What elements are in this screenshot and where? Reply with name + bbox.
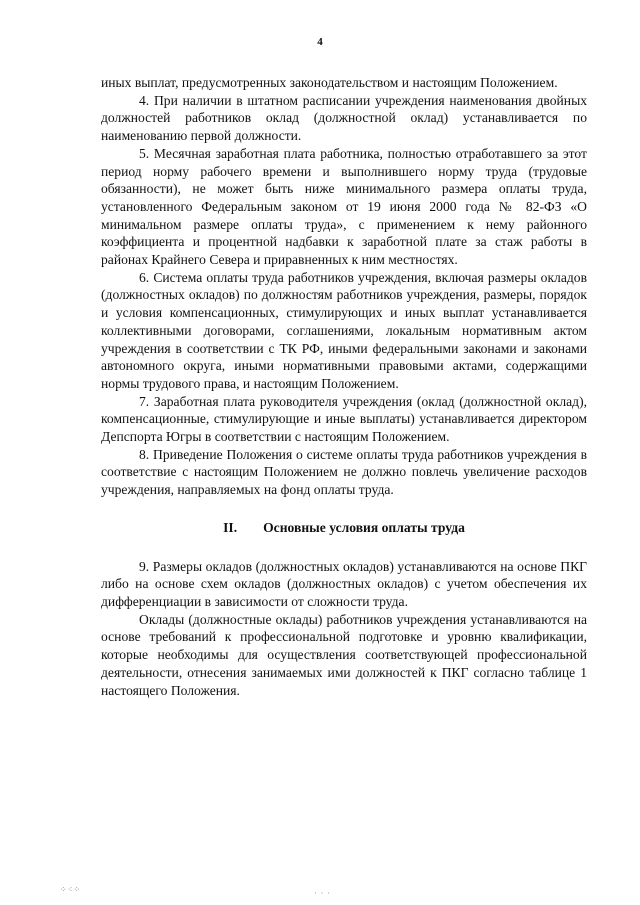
page-number: 4: [317, 36, 323, 48]
paragraph-5: 5. Месячная заработная плата работника, полностью отработавшего за этот период норму рабочего времени и выполнившего норму труда (трудовые обязанности), не может быть ниже минимального размера оплаты труда, установленного Федеральным законом от 19 июня 2000 года № 82-ФЗ «О минимальном размере оплаты труда», с применением к нему районного коэффициента и процентной надбавки к заработной плате за стаж работы в районах Крайнего Севера и приравненных к ним местностях.: [101, 145, 587, 268]
scan-artifact-center: · · ·: [314, 889, 331, 898]
paragraph-9: 9. Размеры окладов (должностных окладов) устанавливаются на основе ПКГ либо на основе схем окладов (должностных окладов) с учетом обеспечения их дифференциации в зависимости от сложности труда.: [101, 558, 587, 609]
section-number: II.: [223, 519, 238, 535]
paragraph-7: 7. Заработная плата руководителя учреждения (оклад (должностной оклад), компенсационные, стимулирующие и иные выплаты) устанавливается директором Депспорта Югры в соответствии с настоящим Положением.: [101, 393, 587, 445]
scan-artifact-left: ⁘⁖⁘: [60, 885, 82, 894]
document-body: [101, 74, 587, 699]
paragraph-continuation: иных выплат, предусмотренных законодательством и настоящим Положением.: [101, 75, 558, 90]
section-heading: [101, 519, 587, 537]
paragraph-6: 6. Система оплаты труда работников учреждения, включая размеры окладов (должностных окладов) по должностям работников учреждения, размеры, порядок и условия компенсационных, стимулирующих и иных выплат устанавливается коллективными договорами, соглашениями, локальным нормативным актом учреждения в соответствии с ТК РФ, иными федеральными законами и законами автономного округа, иными нормативными правовыми актами, содержащими нормы трудового права, и настоящим Положением.: [101, 269, 587, 391]
paragraph-9-continued: Оклады (должностные оклады) работников учреждения устанавливаются на основе требований к профессиональной подготовке и уровню квалификации, которые необходимы для осуществления соответствующей профессиональной деятельности, отнесения занимаемых ими должностей к ПКГ согласно таблице 1 настоящего Положения.: [101, 611, 587, 698]
paragraph-4: 4. При наличии в штатном расписании учреждения наименования двойных должностей работников оклад (должностной оклад) устанавливается по наименованию первой должности.: [101, 92, 587, 144]
paragraph-8: 8. Приведение Положения о системе оплаты труда работников учреждения в соответствие с настоящим Положением не должно повлечь увеличение расходов учреждения, направляемых на фонд оплаты труда.: [101, 446, 587, 498]
section-title: Основные условия оплаты труда: [263, 519, 465, 535]
